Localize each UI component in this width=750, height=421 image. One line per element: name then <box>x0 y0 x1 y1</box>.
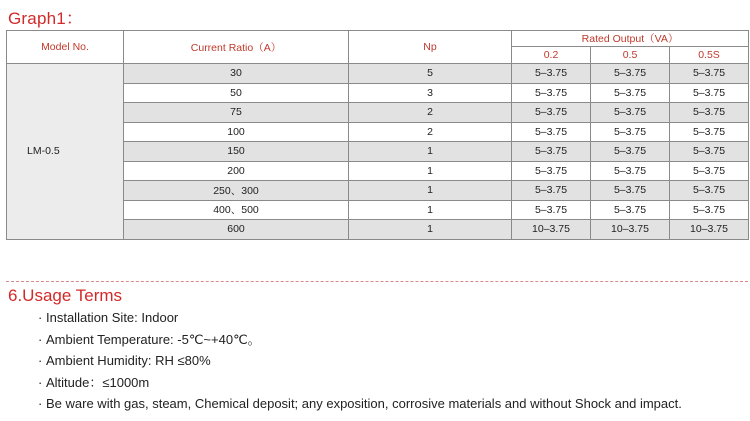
usage-term-text: Ambient Humidity: RH ≤80% <box>46 353 211 368</box>
section-divider <box>6 281 748 282</box>
np-cell: 3 <box>349 83 512 103</box>
output-cell: 5–3.75 <box>670 103 749 123</box>
output-cell: 5–3.75 <box>512 122 591 142</box>
output-cell: 5–3.75 <box>512 200 591 220</box>
output-cell: 5–3.75 <box>591 64 670 84</box>
list-item <box>38 372 682 394</box>
header-current-ratio: Current Ratio（A） <box>124 31 349 64</box>
bullet-icon: · <box>38 310 43 325</box>
list-item <box>38 350 682 372</box>
ratio-cell: 30 <box>124 64 349 84</box>
output-cell: 5–3.75 <box>512 103 591 123</box>
np-cell: 1 <box>349 142 512 162</box>
np-cell: 5 <box>349 64 512 84</box>
usage-terms-list <box>38 307 682 415</box>
graph-title: Graph1： <box>8 9 84 28</box>
ratio-cell: 150 <box>124 142 349 162</box>
output-cell: 5–3.75 <box>670 161 749 181</box>
bullet-icon: · <box>38 331 43 347</box>
usage-terms-title: 6.Usage Terms <box>8 286 123 305</box>
output-cell: 5–3.75 <box>591 181 670 201</box>
output-cell: 5–3.75 <box>512 142 591 162</box>
usage-term-text: Be ware with gas, steam, Chemical deposit; any exposition, corrosive materials and without Shock and impact. <box>46 396 682 411</box>
output-cell: 5–3.75 <box>512 64 591 84</box>
usage-term-text: Altitude：≤1000m <box>46 374 150 390</box>
bullet-icon: · <box>38 353 43 368</box>
output-cell: 5–3.75 <box>591 122 670 142</box>
header-class-0-5: 0.5 <box>591 47 670 64</box>
np-cell: 1 <box>349 181 512 201</box>
spec-table <box>6 30 749 240</box>
output-cell: 10–3.75 <box>670 220 749 240</box>
list-item <box>38 393 682 415</box>
ratio-cell: 400、500 <box>124 200 349 220</box>
output-cell: 5–3.75 <box>591 200 670 220</box>
bullet-icon: · <box>38 374 43 390</box>
list-item <box>38 329 682 351</box>
output-cell: 5–3.75 <box>670 64 749 84</box>
model-cell: LM-0.5 <box>7 64 124 240</box>
usage-term-text: Installation Site: Indoor <box>46 310 179 325</box>
output-cell: 5–3.75 <box>591 103 670 123</box>
output-cell: 5–3.75 <box>670 200 749 220</box>
output-cell: 5–3.75 <box>512 181 591 201</box>
ratio-cell: 100 <box>124 122 349 142</box>
ratio-cell: 600 <box>124 220 349 240</box>
usage-term-text: Ambient Temperature: -5℃~+40℃。 <box>46 331 261 347</box>
np-cell: 1 <box>349 200 512 220</box>
output-cell: 5–3.75 <box>670 142 749 162</box>
output-cell: 5–3.75 <box>591 83 670 103</box>
output-cell: 5–3.75 <box>591 161 670 181</box>
bullet-icon: · <box>38 396 43 411</box>
output-cell: 5–3.75 <box>670 122 749 142</box>
ratio-cell: 75 <box>124 103 349 123</box>
header-model: Model No. <box>7 31 124 64</box>
output-cell: 10–3.75 <box>591 220 670 240</box>
header-np: Np <box>349 31 512 64</box>
header-class-0-5s: 0.5S <box>670 47 749 64</box>
output-cell: 5–3.75 <box>670 181 749 201</box>
output-cell: 5–3.75 <box>591 142 670 162</box>
table-row <box>7 64 749 84</box>
output-cell: 5–3.75 <box>512 161 591 181</box>
np-cell: 2 <box>349 122 512 142</box>
output-cell: 5–3.75 <box>512 83 591 103</box>
ratio-cell: 50 <box>124 83 349 103</box>
header-class-0-2: 0.2 <box>512 47 591 64</box>
header-rated-output: Rated Output（VA） <box>512 31 749 47</box>
output-cell: 10–3.75 <box>512 220 591 240</box>
ratio-cell: 200 <box>124 161 349 181</box>
np-cell: 1 <box>349 161 512 181</box>
list-item <box>38 307 682 329</box>
np-cell: 2 <box>349 103 512 123</box>
output-cell: 5–3.75 <box>670 83 749 103</box>
ratio-cell: 250、300 <box>124 181 349 201</box>
np-cell: 1 <box>349 220 512 240</box>
